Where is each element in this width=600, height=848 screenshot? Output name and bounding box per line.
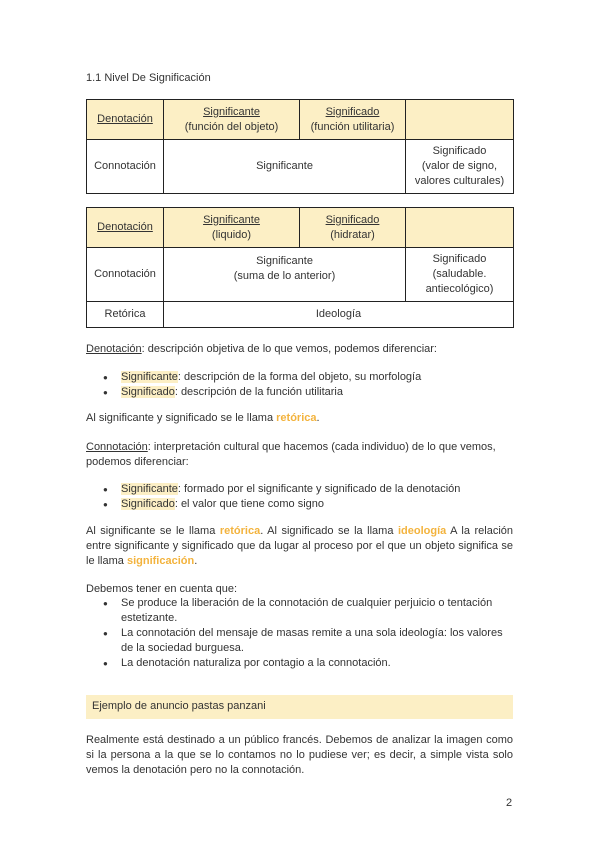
connotacion-term: Connotación xyxy=(86,441,148,453)
table-row xyxy=(87,100,514,140)
significante-sub: (liquido) xyxy=(211,228,252,241)
retorica-term: retórica xyxy=(276,412,317,424)
retorica-paragraph xyxy=(86,411,513,426)
significante-line: Significante xyxy=(256,255,313,267)
table-row xyxy=(87,302,514,328)
significado-line: antiecológico) xyxy=(425,283,494,295)
significado-line: Significado xyxy=(432,145,487,157)
bullet-text: : descripción de la forma del objeto, su morfología xyxy=(177,371,422,383)
example-banner xyxy=(86,695,513,719)
table-cell xyxy=(300,100,406,140)
list-item: ● Se produce la liberación de la connotación de cualquier perjuicio o tentación estetizante. xyxy=(86,596,513,626)
bullet-text: : el valor que tiene como signo xyxy=(174,498,325,510)
significado-sub: (función utilitaria) xyxy=(310,120,395,133)
denotacion-list xyxy=(86,370,513,400)
denotacion-term: Denotación xyxy=(86,343,142,355)
ideologia-cell: Ideología xyxy=(164,302,514,328)
significante-sub: (función del objeto) xyxy=(184,120,279,133)
banner-text: Ejemplo de anuncio pastas panzani xyxy=(92,700,266,712)
list-item: ● La connotación del mensaje de masas remite a una sola ideología: los valores de la sociedad burguesa. xyxy=(86,626,513,656)
bullet-term: Significado xyxy=(121,498,175,510)
table-cell xyxy=(87,208,164,248)
cuenta-list xyxy=(86,596,513,671)
retorica-end: . xyxy=(316,412,320,424)
significado-cell xyxy=(406,140,514,194)
significado-line: (saludable. xyxy=(432,268,487,280)
list-item xyxy=(86,482,513,497)
list-item xyxy=(86,385,513,400)
significado-line: valores culturales) xyxy=(414,175,505,187)
significado-cell xyxy=(406,248,514,302)
denotacion-header: Denotación xyxy=(97,221,153,233)
retorica-text: Al significante y significado se le llama xyxy=(86,412,277,424)
significado-header: Significado xyxy=(325,105,380,118)
connotacion-label: Connotación xyxy=(87,248,164,302)
significado-line: (valor de signo, xyxy=(421,160,498,172)
paragraph-text: Al significante se le llama xyxy=(86,525,220,537)
list-item xyxy=(86,497,513,512)
list-item: ● La denotación naturaliza por contagio a la connotación. xyxy=(86,656,513,671)
table-cell xyxy=(87,100,164,140)
significado-sub: (hidratar) xyxy=(330,228,375,241)
significacion-term: significación xyxy=(126,555,195,567)
connotacion-text: : interpretación cultural que hacemos (cada individuo) de lo que vemos, podemos diferenciar: xyxy=(86,441,496,468)
paragraph-text: . xyxy=(194,555,198,567)
significante-header: Significante xyxy=(203,105,260,118)
denotacion-paragraph xyxy=(86,342,513,357)
cuenta-intro: Debemos tener en cuenta que: xyxy=(86,583,238,595)
significacion-paragraph xyxy=(86,524,513,569)
bullet-text: : descripción de la función utilitaria xyxy=(174,386,343,398)
denotacion-header: Denotación xyxy=(97,113,153,125)
significacion-table-1 xyxy=(86,99,514,194)
bullet-term: Significado xyxy=(121,386,175,398)
paragraph-text: A la relación entre significante y significado que da lugar al proceso por el que un objeto significa se le llama xyxy=(86,525,514,567)
significado-line: Significado xyxy=(432,253,487,265)
significante-line: (suma de lo anterior) xyxy=(233,270,336,282)
connotacion-label: Connotación xyxy=(87,140,164,194)
closing-paragraph: Realmente está destinado a un público francés. Debemos de analizar la imagen como si la persona a la que se lo contamos no lo pudiese ver; es decir, a simple vista solo vemos la denotación pero no la connotación. xyxy=(86,734,513,776)
page-number: 2 xyxy=(506,797,513,809)
table-row xyxy=(87,248,514,302)
denotacion-text: : descripción objetiva de lo que vemos, podemos diferenciar: xyxy=(141,343,437,355)
significacion-table-2 xyxy=(86,207,514,328)
retorica-label: Retórica xyxy=(87,302,164,328)
significado-header: Significado xyxy=(325,213,380,226)
ideologia-term: ideología xyxy=(397,525,447,537)
significante-cell xyxy=(164,248,406,302)
table-cell xyxy=(164,208,300,248)
section-title: 1.1 Nivel De Significación xyxy=(86,72,211,84)
table-row xyxy=(87,208,514,248)
significante-header: Significante xyxy=(203,213,260,226)
connotacion-list xyxy=(86,482,513,512)
significante-cell: Significante xyxy=(164,140,406,194)
table-cell-empty xyxy=(406,100,514,140)
bullet-term: Significante xyxy=(121,483,178,495)
bullet-text: : formado por el significante y significado de la denotación xyxy=(177,483,461,495)
table-row xyxy=(87,140,514,194)
table-cell-empty xyxy=(406,208,514,248)
paragraph-text: . Al significado se la llama xyxy=(260,525,398,537)
table-cell xyxy=(300,208,406,248)
retorica-term: retórica xyxy=(219,525,261,537)
table-cell xyxy=(164,100,300,140)
bullet-term: Significante xyxy=(121,371,178,383)
connotacion-paragraph xyxy=(86,440,513,470)
list-item xyxy=(86,370,513,385)
